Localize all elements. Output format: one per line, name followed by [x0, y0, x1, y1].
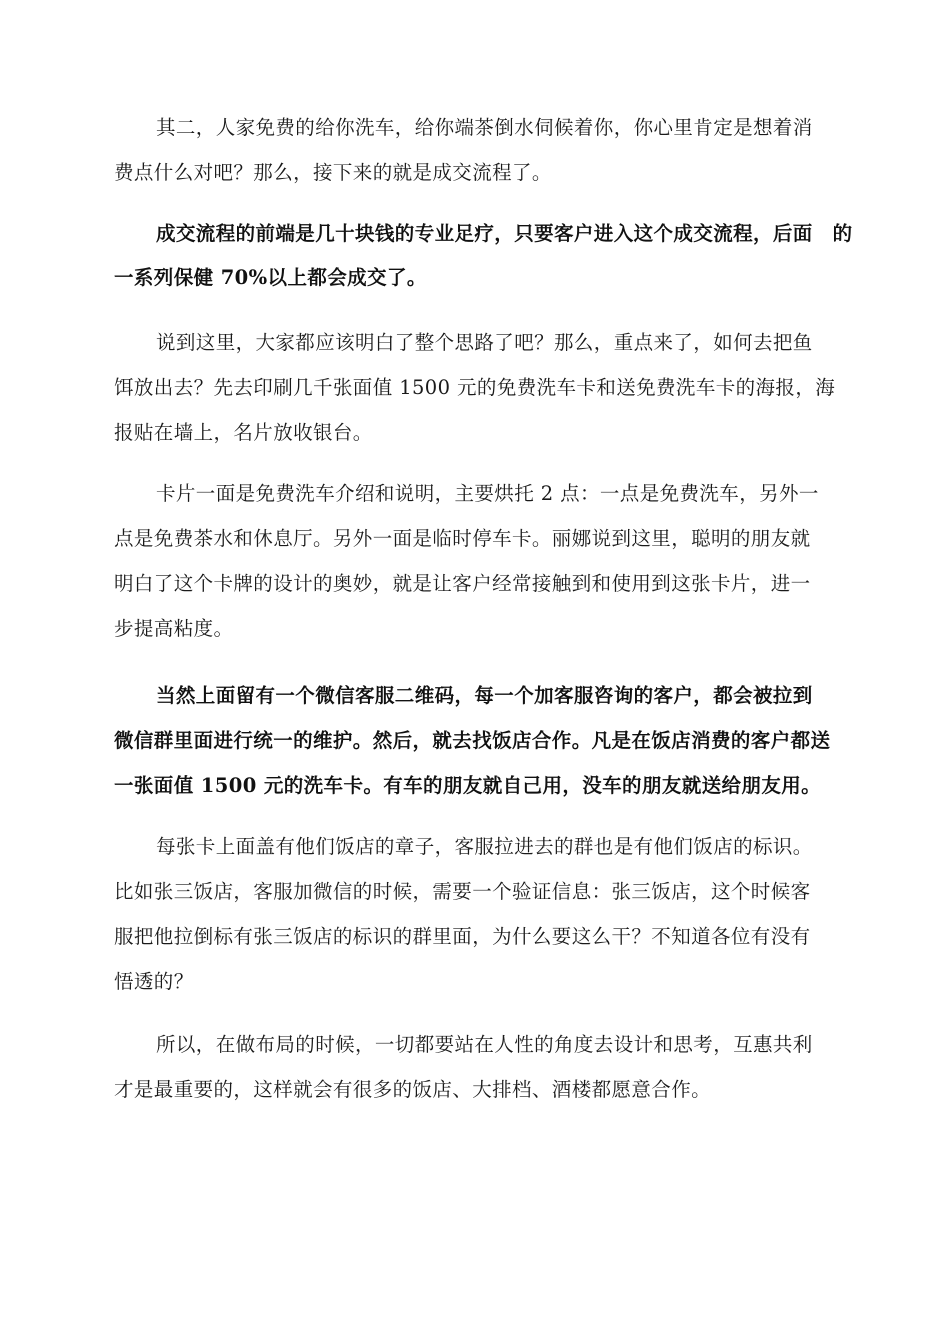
paragraph-line: 悟透的？ — [114, 970, 194, 993]
paragraph-conclusion — [114, 1022, 880, 1112]
paragraph-line: 明白了这个卡牌的设计的奥妙，就是让客户经常接触到和使用到这张卡片，进一 — [114, 572, 811, 595]
paragraph-line: 服把他拉倒标有张三饭店的标识的群里面，为什么要这么干？不知道各位有没有 — [114, 925, 811, 948]
paragraph-line: 每张卡上面盖有他们饭店的章子，客服拉进去的群也是有他们饭店的标识。 — [156, 835, 813, 858]
paragraph-line: 步提高粘度。 — [114, 617, 234, 640]
paragraph-bait-strategy — [114, 320, 880, 455]
paragraph-line: 卡片一面是免费洗车介绍和说明，主要烘托 2 点：一点是免费洗车，另外一 — [156, 482, 819, 505]
paragraph-line: 说到这里，大家都应该明白了整个思路了吧？那么，重点来了，如何去把鱼 — [156, 331, 813, 354]
paragraph-line: 点是免费茶水和休息厅。另外一面是临时停车卡。丽娜说到这里，聪明的朋友就 — [114, 527, 811, 550]
paragraph-line: 一张面值 1500 元的洗车卡。有车的朋友就自己用，没车的朋友就送给朋友用。 — [114, 774, 822, 797]
paragraph-card-design — [114, 471, 880, 651]
paragraph-line: 微信群里面进行统一的维护。然后，就去找饭店合作。凡是在饭店消费的客户都送 — [114, 729, 831, 752]
paragraph-line: 其二，人家免费的给你洗车，给你端茶倒水伺候着你，你心里肯定是想着消 — [156, 116, 813, 139]
paragraph-wechat-group-bold — [114, 673, 880, 808]
paragraph-line: 饵放出去？先去印刷几千张面值 1500 元的免费洗车卡和送免费洗车卡的海报，海 — [114, 376, 836, 399]
paragraph-car-wash-service — [114, 105, 880, 195]
paragraph-line: 比如张三饭店，客服加微信的时候，需要一个验证信息：张三饭店，这个时候客 — [114, 880, 811, 903]
paragraph-line: 所以，在做布局的时候，一切都要站在人性的角度去设计和思考，互惠共利 — [156, 1033, 813, 1056]
paragraph-line: 才是最重要的，这样就会有很多的饭店、大排档、酒楼都愿意合作。 — [114, 1078, 712, 1101]
paragraph-line: 费点什么对吧？那么，接下来的就是成交流程了。 — [114, 161, 552, 184]
paragraph-restaurant-stamp — [114, 824, 880, 1004]
paragraph-line: 当然上面留有一个微信客服二维码，每一个加客服咨询的客户，都会被拉到 — [156, 684, 813, 707]
paragraph-line: 一系列保健 70%以上都会成交了。 — [114, 266, 427, 289]
paragraph-line: 报贴在墙上，名片放收银台。 — [114, 421, 373, 444]
paragraph-deal-flow-bold — [114, 212, 880, 300]
paragraph-line: 成交流程的前端是几十块钱的专业足疗，只要客户进入这个成交流程，后面 的 — [156, 222, 853, 245]
